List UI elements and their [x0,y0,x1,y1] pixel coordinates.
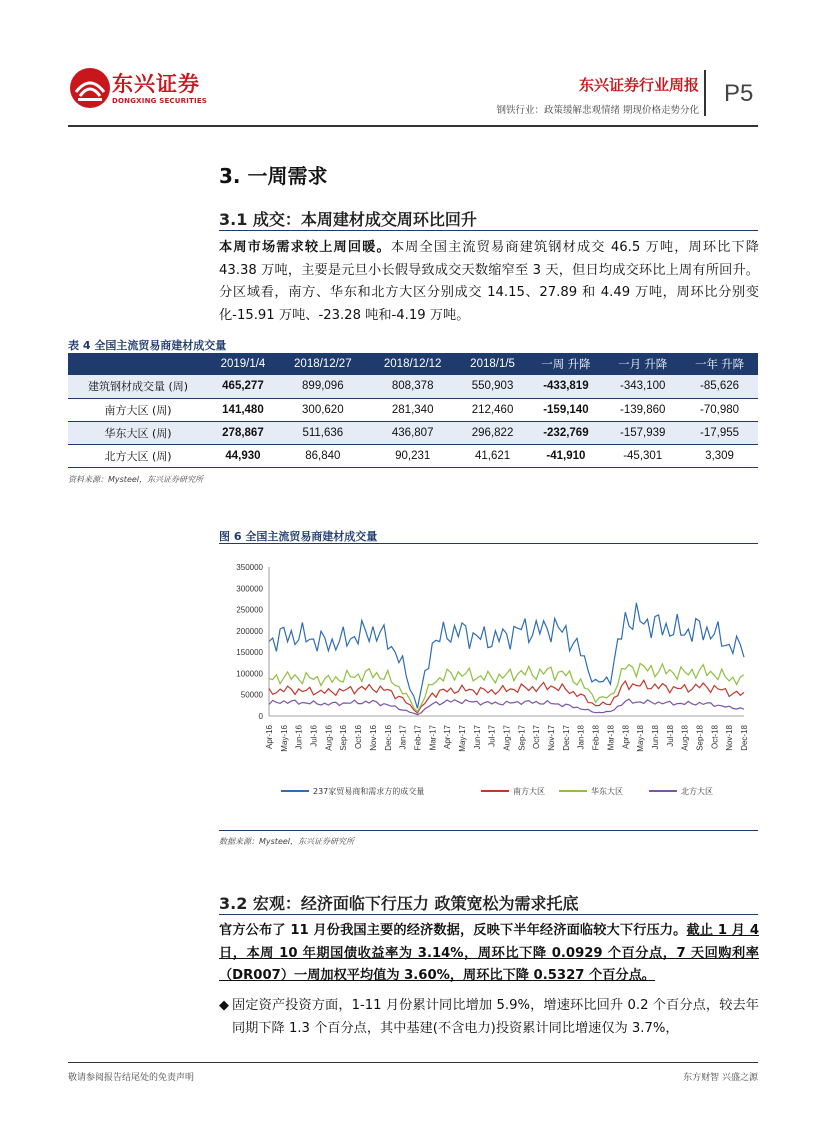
table-row-label: 北方大区 (周) [68,444,208,467]
table-row-label: 南方大区 (周) [68,398,208,421]
table-header-cell: 一月 升降 [604,353,681,375]
section-3-1-heading: 3.1 成交：本周建材成交周环比回升 [219,210,477,229]
x-tick-label: Apr-16 [265,725,274,750]
table-cell: -159,140 [528,398,605,421]
section-3-2-rule [219,914,758,915]
table-header-cell [68,353,208,375]
table-cell: 465,277 [208,375,278,398]
y-tick-label: 100000 [236,669,263,679]
table-cell: 3,309 [681,444,758,467]
section-3-2-paragraph [219,920,759,988]
series-line-3 [269,699,744,715]
section-3-heading: 3. 一周需求 [219,164,328,188]
x-tick-label: Nov-16 [368,725,378,751]
table-row-label: 华东大区 (周) [68,421,208,444]
table-cell: 436,807 [368,421,458,444]
x-tick-label: Oct-17 [532,725,542,750]
footer-slogan: 东方财智 兴盛之源 [683,1073,758,1083]
legend-label: 南方大区 [513,787,545,796]
x-tick-label: Feb-18 [591,725,601,751]
figure-title: 图 6 全国主流贸易商建材成交量 [219,530,378,543]
table-row [68,375,758,398]
report-subtitle: 钢铁行业：政策缓解悲观情绪 期现价格走势分化 [496,105,699,116]
figure-source-note: 数据来源：Mysteel，东兴证券研究所 [219,837,355,846]
x-tick-label: Apr-18 [621,725,631,750]
x-tick-label: Oct-18 [710,725,720,750]
table-row [68,444,758,467]
table-cell: -41,910 [528,444,605,467]
table-cell: 511,636 [278,421,368,444]
legend-label: 北方大区 [681,787,713,796]
y-tick-label: 300000 [236,584,263,594]
legend-label: 237家贸易商和需求方的成交量 [313,787,425,796]
paragraph-lead: 本周市场需求较上周回暖。 [219,240,391,255]
table-row [68,421,758,444]
table-cell: 278,867 [208,421,278,444]
x-tick-label: May-18 [636,725,646,752]
table-cell: 90,231 [368,444,458,467]
table-cell: 86,840 [278,444,368,467]
logo-mark-icon [68,66,112,110]
series-line-0 [269,603,744,708]
table-cell: 550,903 [458,375,528,398]
x-tick-label: Dec-18 [740,725,749,751]
bullet-fixed-investment: 固定资产投资方面，1-11 月份累计同比增加 5.9%，增速环比回升 0.2 个百分点，较去年同期下降 1.3 个百分点，其中基建(不含电力)投资累计同比增速仅为 3.7%， [232,998,759,1036]
report-title: 东兴证券行业周报 [578,76,699,94]
x-tick-label: Sep-17 [517,725,527,751]
table-row-label: 建筑钢材成交量 (周) [68,375,208,398]
section-3-1-paragraph [219,237,759,327]
table-title: 表 4 全国主流贸易商建材成交量 [68,339,227,352]
footer-rule [68,1062,758,1063]
table-header-row [68,353,758,375]
y-tick-label: 350000 [236,563,263,572]
trade-volume-line-chart [219,550,758,805]
x-tick-label: Jul-17 [487,725,497,747]
x-tick-label: Jan-17 [398,725,408,750]
x-tick-label: Aug-16 [324,725,334,751]
x-tick-label: Jun-17 [472,725,482,750]
figure-top-rule [219,543,758,544]
footer-disclaimer: 敬请参阅报告结尾处的免责声明 [68,1073,195,1083]
paragraph-body: 本周全国主流贸易商建筑钢材成交 46.5 万吨，周环比下降 43.38 万吨，主要是元旦小长假导致成交天数缩窄至 3 天，但日均成交环比上周有所回升。分区域看，南方、华东和北方大区分别成交 14.15、27.89 和 4.49 万吨，周环比分别变化-15.91 万吨、-23.28 吨和-4.19 万吨。 [219,240,759,323]
x-tick-label: Aug-18 [680,725,690,751]
figure-bottom-rule [219,830,758,831]
x-tick-label: Oct-16 [354,725,364,750]
x-tick-label: Nov-17 [547,725,557,751]
table-cell: 44,930 [208,444,278,467]
section-3-2-heading: 3.2 宏观：经济面临下行压力 政策宽松为需求托底 [219,894,579,913]
table-cell: -139,860 [604,398,681,421]
y-tick-label: 150000 [236,648,263,658]
table-cell: -70,980 [681,398,758,421]
bullet-marker-icon: ◆ [219,998,229,1013]
table-cell: 41,621 [458,444,528,467]
table-cell: 281,340 [368,398,458,421]
table-cell: -232,769 [528,421,605,444]
macro-lead: 官方公布了 11 月份我国主要的经济数据，反映下半年经济面临较大下行压力。 [219,923,687,938]
logo-english-name: DONGXING SECURITIES [112,97,208,105]
y-tick-label: 0 [258,712,263,721]
x-tick-label: Dec-17 [561,725,571,751]
section-3-1-rule [219,230,758,231]
company-logo [68,66,268,114]
x-tick-label: Jun-18 [650,725,660,750]
table-cell: 808,378 [368,375,458,398]
table-cell: 212,460 [458,398,528,421]
x-tick-label: May-16 [279,725,289,752]
table-header-cell: 2018/12/27 [278,353,368,375]
table-cell: -343,100 [604,375,681,398]
table-cell: 296,822 [458,421,528,444]
x-tick-label: Feb-17 [413,725,423,751]
series-line-1 [269,680,744,713]
page-number: P5 [724,80,754,107]
y-tick-label: 50000 [240,690,263,700]
table-source-note: 资料来源：Mysteel，东兴证券研究所 [68,475,204,484]
x-tick-label: May-17 [457,725,467,752]
header-divider [704,70,706,116]
x-tick-label: Sep-18 [695,725,705,751]
trade-volume-table [68,353,758,468]
x-tick-label: Dec-16 [383,725,393,751]
y-tick-label: 200000 [236,626,263,636]
table-cell: 300,620 [278,398,368,421]
legend-label: 华东大区 [591,787,623,796]
table-cell: -157,939 [604,421,681,444]
x-tick-label: Apr-17 [443,725,453,750]
table-cell: -17,955 [681,421,758,444]
table-cell: 899,096 [278,375,368,398]
table-header-cell: 一周 升降 [528,353,605,375]
table-header-cell: 2018/1/5 [458,353,528,375]
x-tick-label: Jan-18 [576,725,586,750]
macro-rates: 截止 1 月 4 日，本周 10 年期国债收益率为 3.14%，周环比下降 0.0929 个百分点，7 天回购利率（DR007）一周加权平均值为 3.60%，周环比下降 0.5327 个百分点。 [219,923,760,983]
x-tick-label: Nov-18 [725,725,735,751]
table-header-cell: 一年 升降 [681,353,758,375]
table-cell: -433,819 [528,375,605,398]
table-cell: -45,301 [604,444,681,467]
logo-chinese-name: 东兴证券 [112,72,200,96]
table-cell: -85,626 [681,375,758,398]
table-row [68,398,758,421]
x-tick-label: Jul-16 [309,725,319,747]
table-header-cell: 2019/1/4 [208,353,278,375]
y-tick-label: 250000 [236,605,263,615]
x-tick-label: Sep-16 [339,725,349,751]
x-tick-label: Jul-18 [665,725,675,747]
header-rule [68,125,758,127]
x-tick-label: Mar-18 [606,725,616,751]
x-tick-label: Jun-16 [294,725,304,750]
table-cell: 141,480 [208,398,278,421]
page-header [0,0,827,130]
x-tick-label: Aug-17 [502,725,512,751]
x-tick-label: Mar-17 [428,725,438,751]
table-header-cell: 2018/12/12 [368,353,458,375]
